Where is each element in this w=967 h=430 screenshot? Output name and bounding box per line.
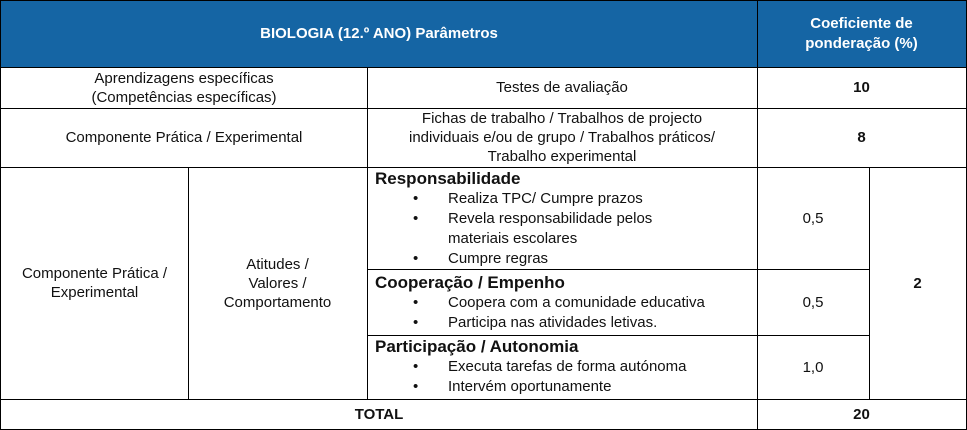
section-cooperacao	[375, 273, 755, 333]
table-divider	[0, 108, 967, 109]
pratica-weight-cell	[757, 108, 966, 167]
table-divider	[757, 0, 758, 430]
atitudes-label-line2: Experimental	[50, 284, 139, 301]
list-item-text: Revela responsabilidade pelos	[448, 210, 653, 227]
list-item	[375, 209, 755, 229]
atitudes-weight: 2	[913, 274, 922, 292]
total-value: 20	[853, 405, 870, 423]
pratica-instrument-line2: individuais e/ou de grupo / Trabalhos práticos/	[408, 129, 716, 146]
table-divider	[367, 335, 869, 336]
list-item	[375, 377, 755, 397]
section-value: 0,5	[802, 209, 824, 227]
table-divider	[367, 269, 869, 270]
list-item-text: Realiza TPC/ Cumpre prazos	[448, 190, 643, 207]
table-divider	[188, 167, 189, 399]
bullet-icon: •	[413, 210, 419, 227]
header-title-cell	[1, 1, 757, 67]
aprendizagens-label-line2: (Competências específicas)	[91, 88, 277, 106]
table-divider	[367, 67, 368, 399]
bullet-icon: •	[413, 250, 419, 267]
pratica-instrument-cell	[367, 108, 757, 167]
bullet-icon: •	[413, 190, 419, 207]
aprendizagens-weight-cell	[757, 67, 966, 108]
section-title: Participação / Autonomia	[375, 337, 579, 356]
pratica-label-cell	[1, 108, 367, 167]
list-item-text: Coopera com a comunidade educativa	[448, 294, 705, 311]
total-label: TOTAL	[354, 405, 404, 423]
list-item-text: Intervém oportunamente	[448, 378, 612, 395]
list-item	[375, 293, 755, 313]
list-item-text: materiais escolares	[448, 230, 578, 247]
list-item	[375, 357, 755, 377]
total-label-cell	[1, 399, 757, 429]
atitudes-sub-line3: Comportamento	[223, 293, 332, 311]
atitudes-sub-cell	[188, 167, 367, 399]
list-item-continuation	[375, 229, 755, 249]
table-divider	[0, 167, 967, 168]
atitudes-label-line1: Componente Prática /	[21, 265, 168, 282]
pratica-instrument-line3: Trabalho experimental	[487, 148, 637, 165]
pratica-label: Componente Prática / Experimental	[65, 129, 303, 146]
section-responsabilidade-value-cell	[757, 167, 869, 269]
table-border-left	[0, 0, 1, 430]
list-item	[375, 249, 755, 269]
section-cooperacao-value-cell	[757, 269, 869, 335]
section-participacao	[375, 337, 755, 397]
pratica-instrument-line1: Fichas de trabalho / Trabalhos de projecto	[421, 110, 703, 127]
aprendizagens-instrument: Testes de avaliação	[496, 79, 628, 96]
section-participacao-value-cell	[757, 335, 869, 399]
atitudes-sub-line1: Atitudes /	[246, 255, 309, 273]
list-item	[375, 313, 755, 333]
list-item-text: Participa nas atividades letivas.	[448, 314, 658, 331]
section-responsabilidade	[375, 169, 755, 269]
aprendizagens-label-line1: Aprendizagens específicas	[94, 69, 274, 87]
list-item	[375, 189, 755, 209]
section-title: Cooperação / Empenho	[375, 273, 565, 292]
list-item-text: Cumpre regras	[448, 250, 549, 267]
aprendizagens-label-cell	[1, 67, 367, 108]
header-coef-line2: ponderação (%)	[805, 35, 918, 52]
atitudes-label-cell	[1, 167, 188, 399]
bullet-icon: •	[413, 294, 419, 311]
bullet-icon: •	[413, 314, 419, 331]
atitudes-weight-cell	[869, 167, 966, 399]
bullet-icon: •	[413, 378, 419, 395]
table-divider	[0, 399, 967, 400]
aprendizagens-weight: 10	[853, 79, 870, 96]
header-coef-line1: Coeficiente de	[810, 15, 913, 32]
header-title: BIOLOGIA (12.º ANO) Parâmetros	[260, 25, 498, 42]
section-value: 0,5	[802, 293, 824, 311]
section-title: Responsabilidade	[375, 169, 521, 188]
header-coef-cell	[757, 1, 966, 67]
table-border-top	[0, 0, 967, 1]
total-value-cell	[757, 399, 966, 429]
list-item-text: Executa tarefas de forma autónoma	[448, 358, 687, 375]
pratica-weight: 8	[857, 129, 866, 146]
atitudes-sub-line2: Valores /	[248, 274, 307, 292]
bullet-icon: •	[413, 358, 419, 375]
aprendizagens-instrument-cell	[367, 67, 757, 108]
section-value: 1,0	[802, 358, 824, 376]
table-divider	[869, 167, 870, 399]
table-divider	[0, 67, 967, 68]
